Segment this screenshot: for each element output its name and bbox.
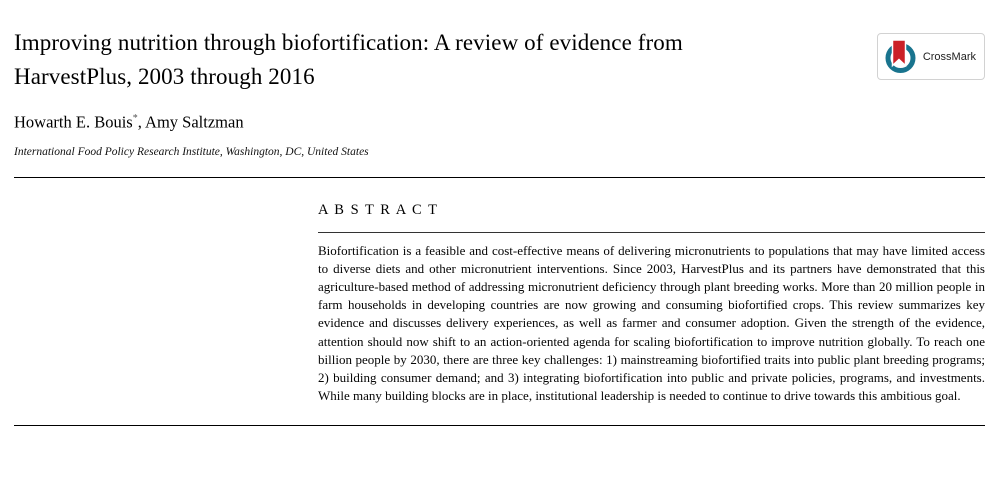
- author-footnote-marker[interactable]: *: [132, 113, 138, 124]
- header-text-block: [14, 26, 861, 158]
- affiliation: International Food Policy Research Institute, Washington, DC, United States: [14, 145, 369, 158]
- left-column-empty: [14, 178, 318, 406]
- crossmark-label: CrossMark: [922, 50, 976, 63]
- author-name-1: Howarth E. Bouis: [14, 112, 133, 132]
- crossmark-badge[interactable]: [877, 33, 985, 80]
- abstract-body: Biofortification is a feasible and cost-effective means of delivering micronutrients to populations that may have limited access to diverse diets and other micronutrient interventions. Since 2003, HarvestPlus and its partners have demonstrated that this agriculture-based method of addressing micronutrient deficiency through plant breeding works. More than 20 million people in farm households in developing countries are now growing and consuming biofortified crops. This review summarizes key evidence and discusses delivery experiences, as well as farmer and consumer adoption. Given the strength of the evidence, attention should now shift to an action-oriented agenda for scaling biofortification to improve nutrition globally. To reach one billion people by 2030, there are three key challenges: 1) mainstreaming biofortified traits into public plant breeding programs; 2) building consumer demand; and 3) integrating biofortification into public and private policies, programs, and investments. While many building blocks are in place, institutional leadership is needed to continue to drive towards this ambitious goal.: [318, 242, 985, 404]
- footer-divider: [14, 425, 985, 426]
- paper-title: [14, 26, 859, 94]
- content-area: [14, 178, 985, 406]
- abstract-heading-divider: [318, 232, 985, 233]
- author-line: [14, 109, 861, 133]
- abstract-heading: A B S T R A C T: [318, 201, 439, 218]
- crossmark-icon: [882, 38, 919, 75]
- abstract-section: [318, 178, 985, 406]
- paper-title-line-2: HarvestPlus, 2003 through 2016: [14, 64, 315, 89]
- paper-header: [14, 26, 985, 158]
- paper-title-line-1: Improving nutrition through biofortification: A review of evidence from: [14, 30, 683, 55]
- author-name-2: Amy Saltzman: [145, 112, 244, 132]
- author-separator: ,: [137, 112, 146, 132]
